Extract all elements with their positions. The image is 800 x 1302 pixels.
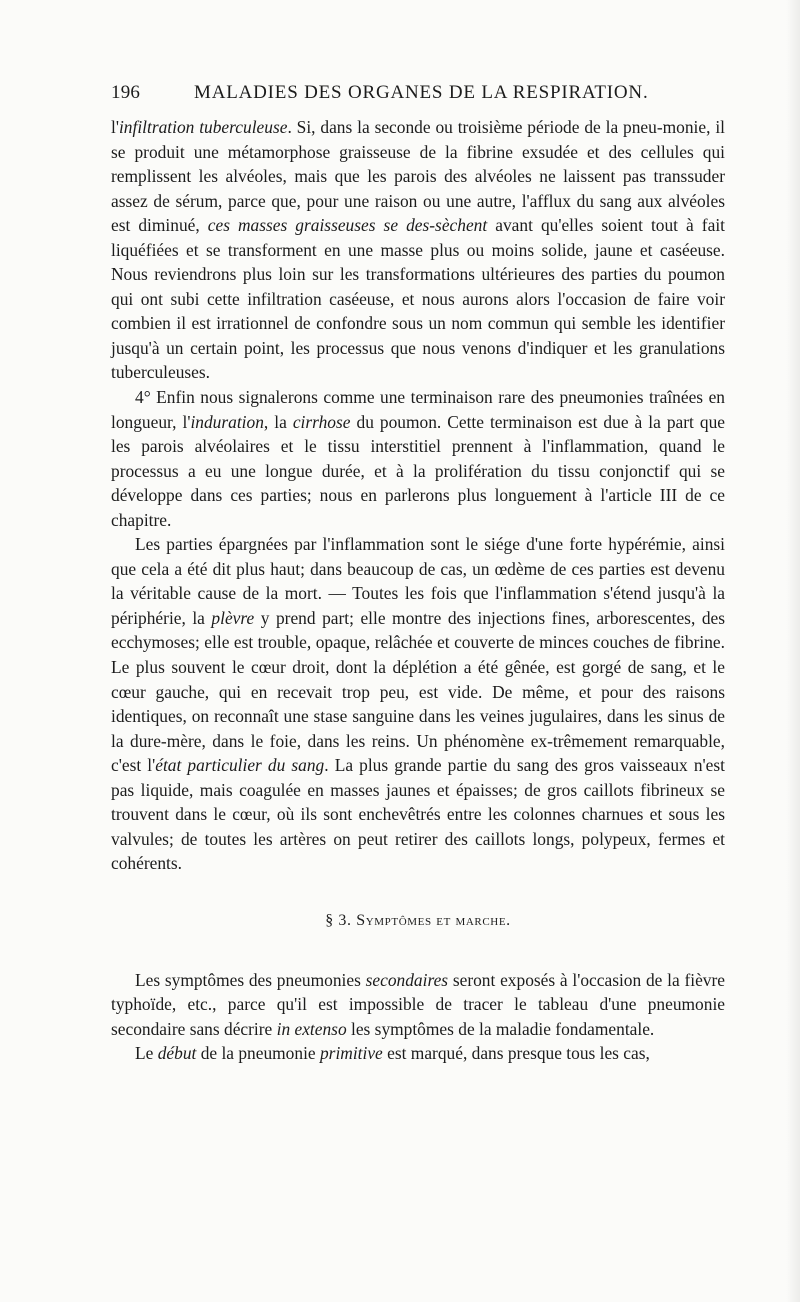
text-run: est marqué, dans presque tous les cas, bbox=[382, 1043, 650, 1064]
text-run: Les symptômes des pneumonies bbox=[135, 969, 366, 990]
text-run: de la pneumonie bbox=[196, 1043, 320, 1064]
paragraph-induration bbox=[111, 385, 725, 532]
section-number: § 3. bbox=[325, 911, 352, 929]
italic-term: état particulier du sang bbox=[155, 755, 325, 776]
italic-term: cirrhose bbox=[292, 411, 351, 432]
text-run: seront exposés à l'occasion de la fièvre typhoïde, etc., parce qu'il est impossible de tracer le tableau d'une pneumonie secondaire sans décrire bbox=[111, 969, 726, 1039]
paragraph-secondary-pneumonia bbox=[111, 968, 725, 1042]
italic-term: primitive bbox=[319, 1043, 383, 1064]
italic-term: plèvre bbox=[211, 607, 255, 628]
paragraph-infiltration bbox=[111, 115, 725, 385]
body-text bbox=[111, 115, 725, 1066]
italic-term: début bbox=[157, 1043, 197, 1064]
text-run: . La plus grande partie du sang des gros vaisseaux n'est pas liquide, mais coagulée en masses jaunes et épaisses; de gros caillots fibrineux se trouvent dans le cœur, où ils sont enchevêtrés entre les colonnes charnues et sous les valvules; de toutes les artères on peut retirer des caillots longs, polypeux, fermes et cohérents. bbox=[111, 755, 726, 874]
text-run: avant qu'elles soient tout à fait liquéfiées et se transforment en une masse plus ou moins solide, jaune et caséeuse. Nous reviendrons plus loin sur les transformations ultérieures des parties du poumon qui ont subi cette infiltration caséeuse, et nous aurons alors l'occasion de faire voir combien il est irrationnel de confondre sous un nom commun qui semble les identifier jusqu'à un certain point, les processus que nous venons d'indiquer et les granulations tuberculeuses. bbox=[111, 215, 725, 383]
paragraph-spared-parts bbox=[111, 532, 725, 876]
text-run: Les parties épargnées par l'inflammation sont le siége d'une forte hypérémie, ainsi que cela a été dit plus haut; dans beaucoup de cas, un œdème de ces parties est devenu la véritable cause de la mort. — Toutes les fois que l'inflammation s'étend jusqu'à la périphérie, la bbox=[111, 534, 725, 628]
text-run: Le bbox=[135, 1043, 158, 1064]
text-run: les symptômes de la maladie fondamentale. bbox=[346, 1018, 655, 1039]
paragraph-primitive-onset bbox=[111, 1041, 725, 1066]
page-number: 196 bbox=[111, 82, 141, 103]
italic-term: secondaires bbox=[365, 969, 449, 990]
text-run: . Si, dans la seconde ou troisième période de la pneu-monie, il se produit une métamorphose graisseuse de la fibrine exsudée et des cellules qui remplissent les alvéoles, mais que les parois des alvéoles ne laissent pas transsuder assez de sérum, parce que, pour une raison ou une autre, l'afflux du sang aux alvéoles est diminué, bbox=[111, 117, 725, 236]
section-heading bbox=[111, 909, 725, 934]
italic-term: in extenso bbox=[276, 1018, 347, 1039]
text-run: y prend part; elle montre des injections fines, arborescentes, des ecchymoses; elle est trouble, opaque, relâchée et couverte de minces couches de fibrine. Le plus souvent le cœur droit, dont la déplétion a été gênée, est gorgé de sang, et le cœur gauche, qui en recevait trop peu, est vide. De même, et pour des raisons identiques, on reconnaît une stase sanguine dans les veines jugulaires, dans les sinus de la dure-mère, dans le foie, dans les reins. Un phénomène ex-trêmement remarquable, c'est l' bbox=[111, 607, 725, 776]
section-title: Symptômes et marche. bbox=[356, 911, 511, 929]
text-run: 4° Enfin nous signalerons comme une terminaison rare des pneumonies traînées en longueur, l' bbox=[111, 387, 725, 432]
page-edge-shadow bbox=[786, 0, 800, 1302]
running-title: MALADIES DES ORGANES DE LA RESPIRATION. bbox=[194, 82, 649, 103]
text-run: du poumon. Cette terminaison est due à la part que les parois alvéolaires et le tissu interstitiel prennent à l'inflammation, quand le processus a eu une longue durée, et à la prolifération du tissu conjonctif qui se développe dans ces parties; nous en parlerons plus longuement à l'article III de ce chapitre. bbox=[111, 411, 725, 530]
italic-term: induration bbox=[190, 411, 264, 432]
text-run: , la bbox=[263, 411, 293, 432]
italic-term: ces masses graisseuses se des-sèchent bbox=[207, 215, 488, 236]
text-run: l' bbox=[111, 117, 119, 137]
italic-term: infiltration tuberculeuse bbox=[118, 117, 288, 137]
